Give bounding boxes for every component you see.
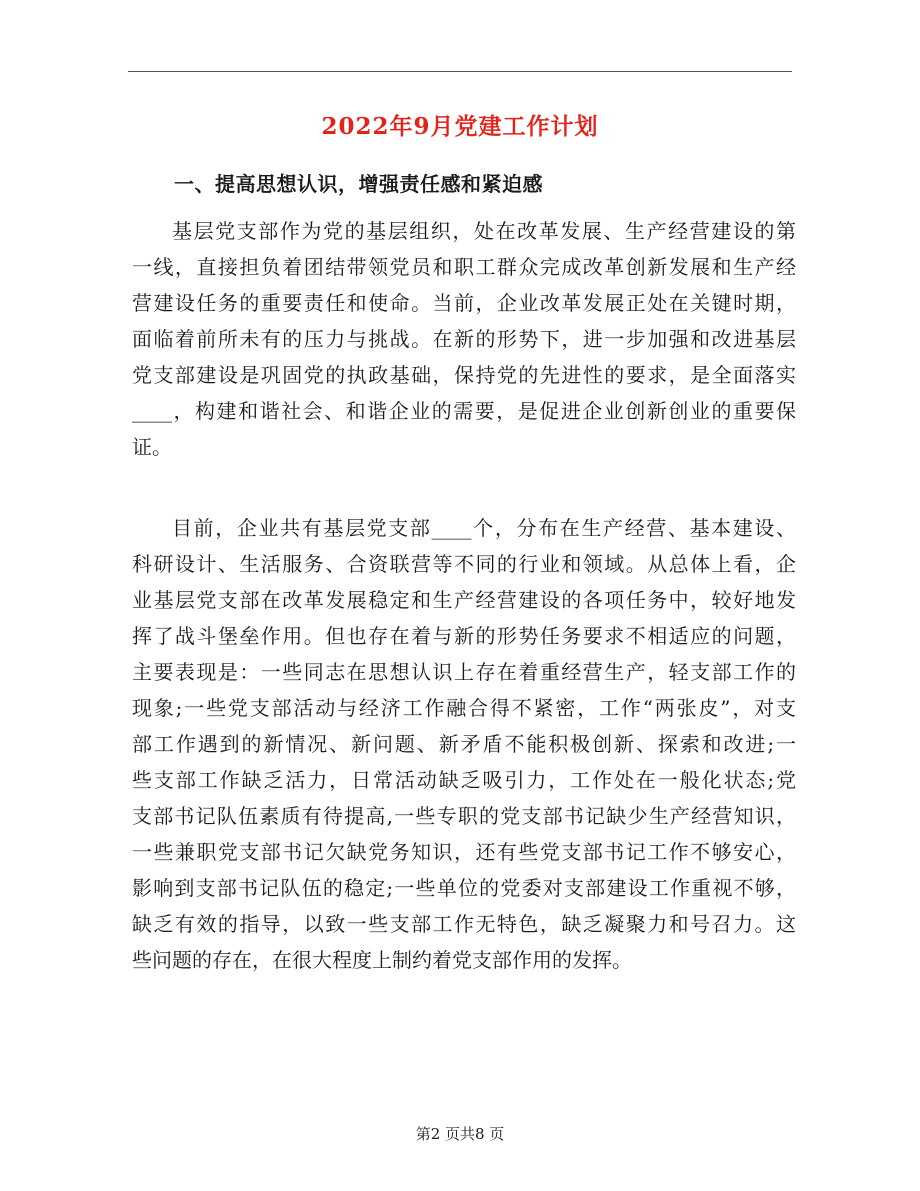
paragraph-line: 支部书记队伍素质有待提高,一些专职的党支部书记缺少生产经营知识， <box>132 804 796 828</box>
paragraph-line: 一线，直接担负着团结带领党员和职工群众完成改革创新发展和生产经 <box>132 255 796 279</box>
section-heading: 一、提高思想认识，增强责任感和紧迫感 <box>174 172 543 196</box>
paragraph-line: 目前，企业共有基层党支部____个，分布在生产经营、基本建设、 <box>172 516 796 540</box>
paragraph-line: 业基层党支部在改革发展稳定和生产经营建设的各项任务中，较好地发 <box>132 588 796 612</box>
paragraph-line: 一些兼职党支部书记欠缺党务知识，还有些党支部书记工作不够安心， <box>132 840 796 864</box>
paragraph-line: 科研设计、生活服务、合资联营等不同的行业和领域。从总体上看，企 <box>132 552 796 576</box>
paragraph-line: 基层党支部作为党的基层组织，处在改革发展、生产经营建设的第 <box>172 219 796 243</box>
paragraph-line: 挥了战斗堡垒作用。但也存在着与新的形势任务要求不相适应的问题， <box>132 624 796 648</box>
document-title: 2022年9月党建工作计划 <box>321 113 599 140</box>
page-number: 第2 页共8 页 <box>415 1125 505 1143</box>
paragraph-line: 主要表现是：一些同志在思想认识上存在着重经营生产，轻支部工作的 <box>132 660 796 684</box>
header-rule <box>128 71 792 72</box>
paragraph-line: 影响到支部书记队伍的稳定;一些单位的党委对支部建设工作重视不够， <box>132 876 796 900</box>
paragraph-line: 面临着前所未有的压力与挑战。在新的形势下，进一步加强和改进基层 <box>132 327 796 351</box>
paragraph-2 <box>132 510 796 978</box>
paragraph-line: 党支部建设是巩固党的执政基础，保持党的先进性的要求，是全面落实 <box>132 363 796 387</box>
paragraph-line: 营建设任务的重要责任和使命。当前，企业改革发展正处在关键时期， <box>132 291 796 315</box>
paragraph-1 <box>132 213 796 465</box>
paragraph-line: 现象;一些党支部活动与经济工作融合得不紧密，工作“两张皮”，对支 <box>132 696 796 720</box>
paragraph-line: 部工作遇到的新情况、新问题、新矛盾不能积极创新、探索和改进;一 <box>132 732 796 756</box>
paragraph-line: 缺乏有效的指导，以致一些支部工作无特色，缺乏凝聚力和号召力。这 <box>132 912 796 936</box>
paragraph-line: 证。 <box>132 435 172 459</box>
paragraph-line: ____，构建和谐社会、和谐企业的需要，是促进企业创新创业的重要保 <box>132 399 796 423</box>
paragraph-line: 些问题的存在，在很大程度上制约着党支部作用的发挥。 <box>132 948 632 972</box>
paragraph-line: 些支部工作缺乏活力，日常活动缺乏吸引力，工作处在一般化状态;党 <box>132 768 796 792</box>
